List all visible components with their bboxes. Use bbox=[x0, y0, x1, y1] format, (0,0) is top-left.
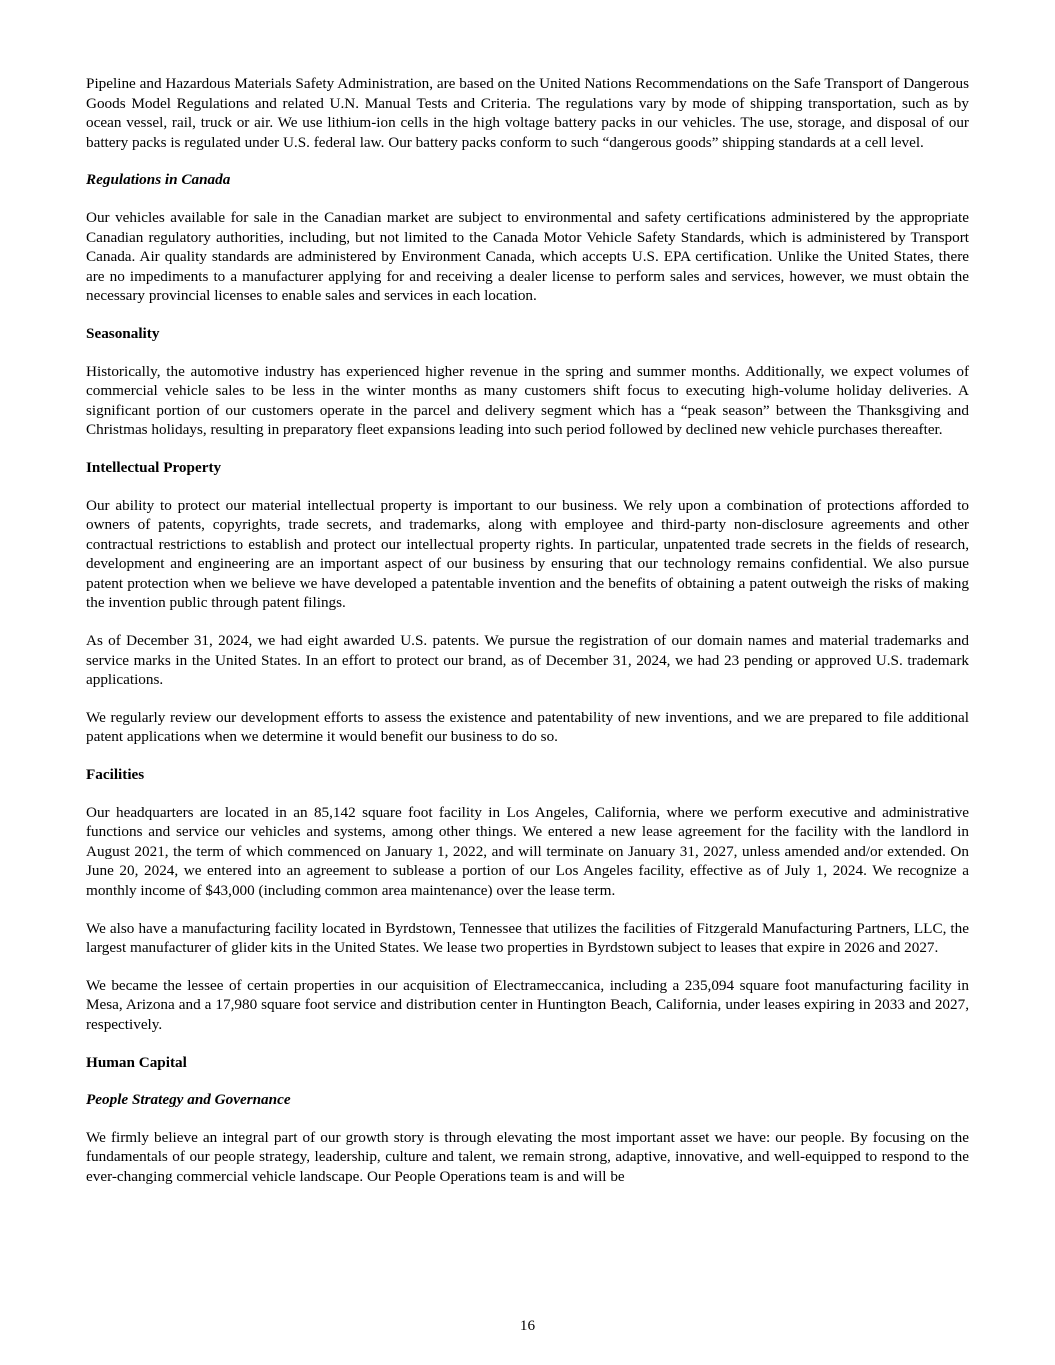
heading-human-capital: Human Capital bbox=[86, 1053, 187, 1071]
paragraph-electrameccanica-properties: We became the lessee of certain properties in our acquisition of Electrameccanica, including a 235,094 square foot manufacturing facility in Mesa, Arizona and a 17,980 square foot service and distribution center in Huntington Beach, California, under leases expiring in 2033 and 2027, respectively. bbox=[86, 976, 969, 1033]
paragraph-development-review: We regularly review our development efforts to assess the existence and patentability of new inventions, and we are prepared to file additional patent applications when we determine it would benefit our business to do so. bbox=[86, 708, 969, 746]
subheading-regulations-canada: Regulations in Canada bbox=[86, 171, 231, 189]
paragraph-patents-trademarks: As of December 31, 2024, we had eight awarded U.S. patents. We pursue the registration of our domain names and material trademarks and service marks in the United States. In an effort to protect our brand, as of December 31, 2024, we had 23 pending or approved U.S. trademark applications. bbox=[86, 632, 969, 689]
paragraph-canada-regulations: Our vehicles available for sale in the Canadian market are subject to environmental and safety certifications administered by the appropriate Canadian regulatory authorities, including, but not limited to the Canada Motor Vehicle Safety Standards, which is administered by Transport Canada. Air quality standards are administered by Environment Canada, which accepts U.S. EPA certification. Unlike the United States, there are no impediments to a manufacturer applying for and receiving a dealer license to perform sales and services, however, we must obtain the necessary provincial licenses to enable sales and services in each location. bbox=[86, 208, 969, 305]
subheading-people-strategy: People Strategy and Governance bbox=[86, 1091, 291, 1109]
paragraph-seasonality: Historically, the automotive industry has experienced higher revenue in the spring and summer months. Additionally, we expect volumes of commercial vehicle sales to be less in the winter months as many customers shift focus to executing high-volume holiday deliveries. A significant portion of our customers operate in the parcel and delivery segment which has a “peak season” between the Thanksgiving and Christmas holidays, resulting in preparatory fleet expansions leading into such period followed by declined new vehicle purchases thereafter. bbox=[86, 362, 969, 439]
paragraph-ip-protection: Our ability to protect our material intellectual property is important to our business. We rely upon a combination of protections afforded to owners of patents, copyrights, trade secrets, and trademarks, along with employee and third-party non-disclosure agreements and other contractual restrictions to establish and protect our intellectual property rights. In particular, unpatented trade secrets in the fields of research, development and engineering are an important aspect of our business by ensuring that our technology remains confidential. We also pursue patent protection when we believe we have developed a patentable invention and the benefits of obtaining a patent outweigh the risks of making the invention public through patent filings. bbox=[86, 496, 969, 612]
page-number: 16 bbox=[519, 1317, 536, 1334]
paragraph-hazmat-regulations: Pipeline and Hazardous Materials Safety Administration, are based on the United Nations Recommendations on the Safe Transport of Dangerous Goods Model Regulations and related U.N. Manual Tests and Criteria. The regulations vary by mode of shipping transportation, such as by ocean vessel, rail, truck or air. We use lithium-ion cells in the high voltage battery packs in our vehicles. The use, storage, and disposal of our battery packs is regulated under U.S. federal law. Our battery packs conform to such “dangerous goods” shipping standards at a cell level. bbox=[86, 75, 969, 151]
heading-seasonality: Seasonality bbox=[86, 324, 160, 342]
heading-intellectual-property: Intellectual Property bbox=[86, 458, 222, 476]
document-body bbox=[86, 74, 969, 1205]
heading-facilities: Facilities bbox=[86, 766, 145, 784]
paragraph-byrdstown-facility: We also have a manufacturing facility located in Byrdstown, Tennessee that utilizes the facilities of Fitzgerald Manufacturing Partners, LLC, the largest manufacturer of glider kits in the United States. We lease two properties in Byrdstown subject to leases that expire in 2026 and 2027. bbox=[86, 919, 969, 957]
paragraph-people-strategy: We firmly believe an integral part of our growth story is through elevating the most important asset we have: our people. By focusing on the fundamentals of our people strategy, leadership, culture and talent, we remain strong, adaptive, innovative, and well-equipped to respond to the ever-changing commercial vehicle landscape. Our People Operations team is and will be bbox=[86, 1128, 969, 1185]
paragraph-headquarters: Our headquarters are located in an 85,142 square foot facility in Los Angeles, California, where we perform executive and administrative functions and service our vehicles and systems, among other things. We entered a new lease agreement for the facility with the landlord in August 2021, the term of which commenced on January 1, 2022, and will terminate on January 31, 2027, unless amended and/or extended. On June 20, 2024, we entered into an agreement to sublease a portion of our Los Angeles facility, effective as of July 1, 2024. We recognize a monthly income of $43,000 (including common area maintenance) over the lease term. bbox=[86, 803, 969, 899]
